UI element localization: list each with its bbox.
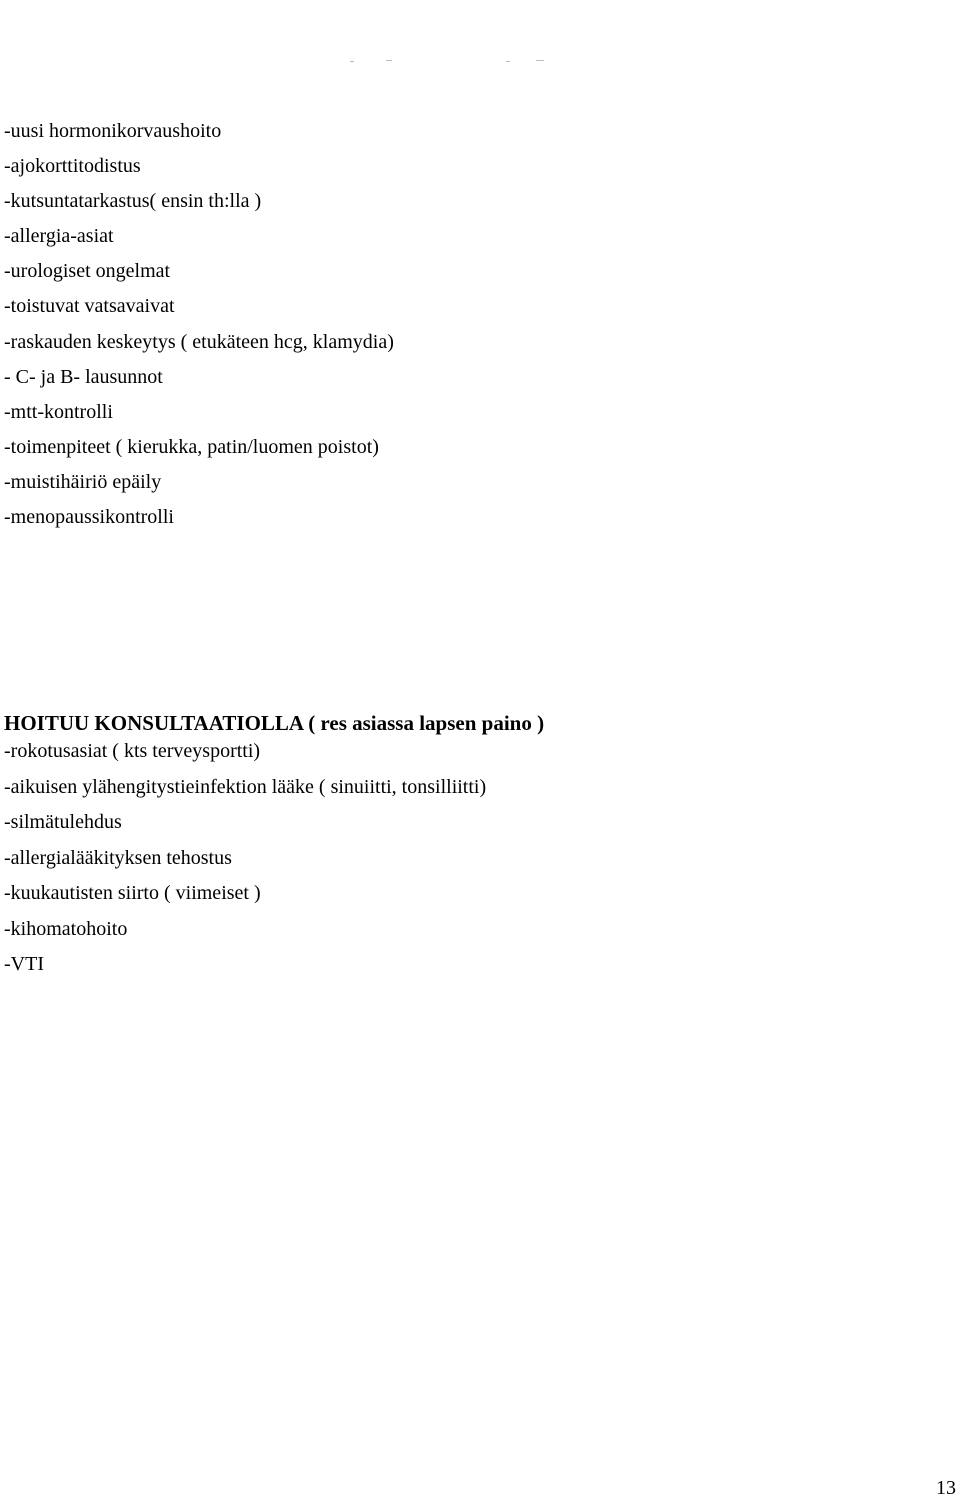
list-item: -urologiset ongelmat	[4, 260, 171, 283]
self-care-list	[4, 114, 394, 535]
list-item: -raskauden keskeytys ( etukäteen hcg, klamydia)	[4, 330, 394, 353]
list-item: -menopaussikontrolli	[4, 506, 174, 529]
list-item: -toistuvat vatsavaivat	[4, 295, 175, 318]
consultation-heading: HOITUU KONSULTAATIOLLA ( res asiassa lapsen paino )	[4, 711, 545, 735]
list-item: -kuukautisten siirto ( viimeiset )	[4, 882, 261, 904]
list-item: -aikuisen ylähengitystieinfektion lääke ( sinuiitti, tonsilliitti)	[4, 775, 487, 798]
list-item: -kutsuntatarkastus( ensin th:lla )	[4, 190, 262, 213]
list-item: -VTI	[4, 953, 44, 975]
list-item: -ajokorttitodistus	[4, 155, 141, 178]
page-number: 13	[936, 1477, 956, 1499]
list-item: -muistihäiriö epäily	[4, 470, 162, 493]
consultation-list	[4, 734, 486, 983]
list-item: -rokotusasiat ( kts terveysportti)	[4, 740, 261, 762]
list-item: -allergia-asiat	[4, 225, 114, 248]
list-item: -mtt-kontrolli	[4, 400, 113, 423]
list-item: -allergialääkityksen tehostus	[4, 846, 232, 869]
list-item: -kihomatohoito	[4, 917, 128, 940]
list-item: -silmätulehdus	[4, 811, 122, 833]
faded-header-marks	[340, 56, 560, 66]
list-item: -uusi hormonikorvaushoito	[4, 120, 222, 142]
list-item: - C- ja B- lausunnot	[4, 365, 163, 388]
list-item: -toimenpiteet ( kierukka, patin/luomen poistot)	[4, 435, 379, 458]
